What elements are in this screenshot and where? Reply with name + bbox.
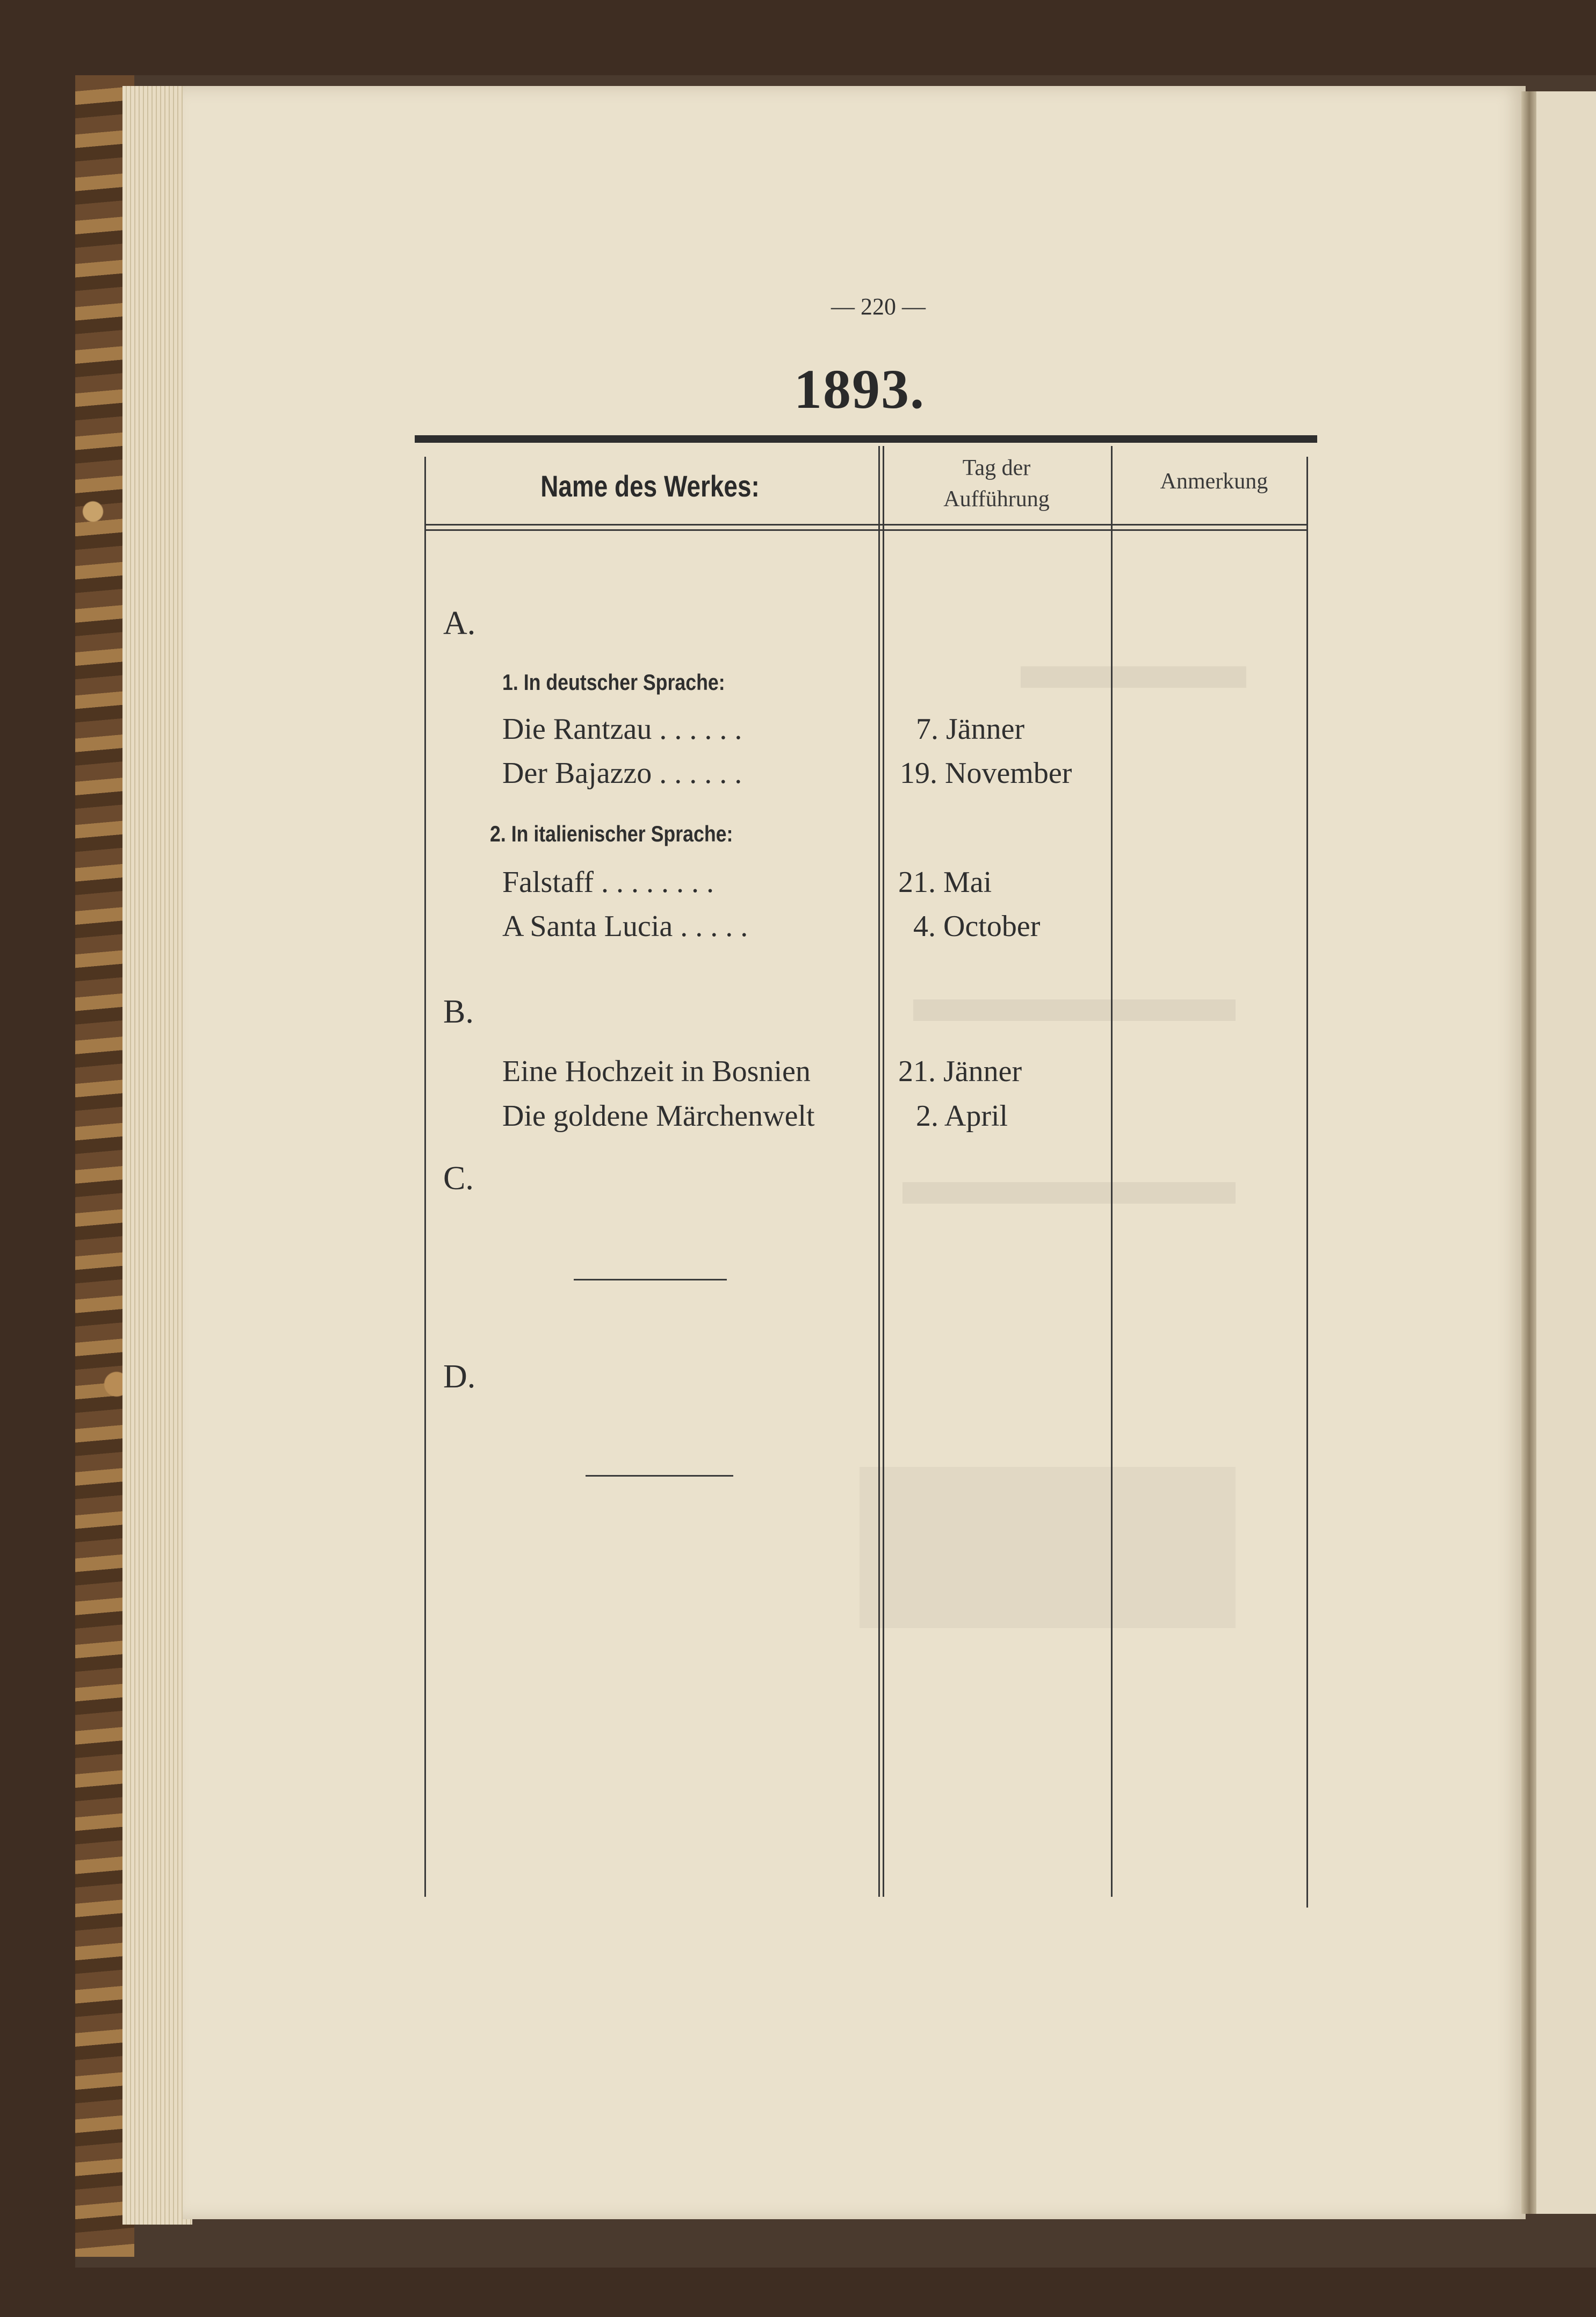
- header-rule: [424, 529, 1308, 531]
- work-title: Der Bajazzo . . . . . .: [502, 757, 742, 790]
- table-right-border: [1306, 457, 1308, 1908]
- performance-date: 4. October: [913, 910, 1041, 943]
- column-divider: [878, 446, 880, 1897]
- group-heading-italian: 2. In italienischer Sprache:: [490, 821, 733, 846]
- bleed-through: [902, 1182, 1236, 1204]
- performance-date: 7. Jänner: [916, 713, 1025, 746]
- section-label-d: D.: [443, 1358, 476, 1395]
- work-title: Die Rantzau . . . . . .: [502, 713, 742, 746]
- performance-date: 21. Mai: [898, 866, 992, 899]
- work-title: A Santa Lucia . . . . .: [502, 910, 748, 943]
- work-title: Eine Hochzeit in Bosnien: [502, 1055, 811, 1088]
- column-header-note: Anmerkung: [1160, 469, 1268, 494]
- column-header-date-line2: Aufführung: [943, 487, 1050, 512]
- bleed-through: [913, 999, 1236, 1021]
- page-gutter: [1521, 91, 1537, 2214]
- performance-date: 19. November: [900, 757, 1072, 790]
- page-edges: [122, 86, 192, 2225]
- section-label-c: C.: [443, 1160, 474, 1197]
- section-label-a: A.: [443, 605, 476, 642]
- bleed-through: [1021, 666, 1246, 688]
- column-divider: [1111, 446, 1113, 1897]
- column-divider: [883, 446, 884, 1897]
- column-header-date: [886, 452, 1107, 515]
- table-top-rule: [415, 435, 1317, 443]
- page-number: — 220 —: [831, 293, 926, 320]
- section-end-rule: [574, 1279, 727, 1280]
- group-heading-german: 1. In deutscher Sprache:: [502, 670, 725, 695]
- section-label-b: B.: [443, 994, 474, 1030]
- table-left-border: [424, 457, 426, 1897]
- performance-date: 21. Jänner: [898, 1055, 1022, 1088]
- column-header-date-line1: Tag der: [962, 456, 1031, 480]
- section-end-rule: [586, 1475, 733, 1477]
- work-title: Falstaff . . . . . . . .: [502, 866, 714, 899]
- page-title: 1893.: [794, 358, 925, 420]
- header-rule: [424, 524, 1308, 526]
- facing-page-edge: [1536, 91, 1596, 2214]
- bleed-through: [860, 1467, 1236, 1628]
- column-header-name: Name des Werkes:: [540, 469, 760, 503]
- performance-date: 2. April: [916, 1099, 1008, 1133]
- work-title: Die goldene Märchenwelt: [502, 1099, 815, 1133]
